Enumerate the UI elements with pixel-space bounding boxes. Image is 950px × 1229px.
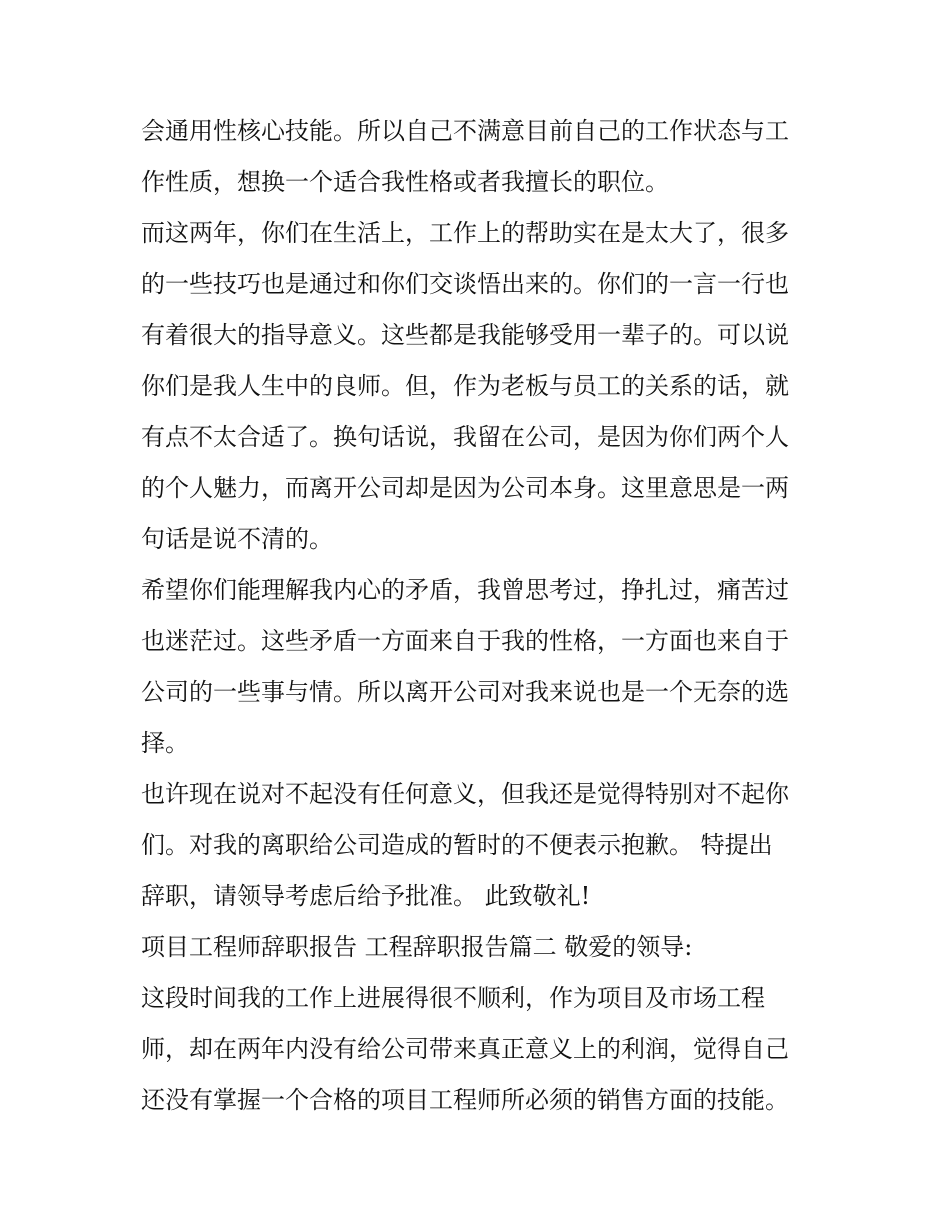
text-line: 师，却在两年内没有给公司带来真正意义上的利润，觉得自己 <box>141 1035 789 1063</box>
text-line: 辞职，请领导考虑后给予批准。 此致敬礼! <box>141 882 591 910</box>
section-heading: 项目工程师辞职报告 工程辞职报告篇二 敬爱的领导: <box>141 933 693 961</box>
text-line: 们。对我的离职给公司造成的暂时的不便表示抱歉。 特提出 <box>141 831 773 859</box>
text-line: 公司的一些事与情。所以离开公司对我来说也是一个无奈的选 <box>141 678 789 706</box>
text-line: 有着很大的指导意义。这些都是我能够受用一辈子的。可以说 <box>141 321 789 349</box>
text-line: 而这两年，你们在生活上，工作上的帮助实在是太大了，很多 <box>141 219 789 247</box>
text-line: 有点不太合适了。换句话说，我留在公司，是因为你们两个人 <box>141 423 789 451</box>
text-line: 也迷茫过。这些矛盾一方面来自于我的性格，一方面也来自于 <box>141 627 789 655</box>
text-line: 还没有掌握一个合格的项目工程师所必须的销售方面的技能。 <box>141 1086 789 1114</box>
text-line: 会通用性核心技能。所以自己不满意目前自己的工作状态与工 <box>141 117 789 145</box>
text-line: 句话是说不清的。 <box>141 525 333 553</box>
text-line: 也许现在说对不起没有任何意义，但我还是觉得特别对不起你 <box>141 780 789 808</box>
document-body <box>141 106 821 1126</box>
text-line: 这段时间我的工作上进展得很不顺利，作为项目及市场工程 <box>141 984 765 1012</box>
text-line: 的个人魅力，而离开公司却是因为公司本身。这里意思是一两 <box>141 474 789 502</box>
text-line: 希望你们能理解我内心的矛盾，我曾思考过，挣扎过，痛苦过 <box>141 576 789 604</box>
text-line: 择。 <box>141 729 189 757</box>
text-line: 作性质，想换一个适合我性格或者我擅长的职位。 <box>141 168 669 196</box>
text-line: 你们是我人生中的良师。但，作为老板与员工的关系的话，就 <box>141 372 789 400</box>
text-line: 的一些技巧也是通过和你们交谈悟出来的。你们的一言一行也 <box>141 270 789 298</box>
